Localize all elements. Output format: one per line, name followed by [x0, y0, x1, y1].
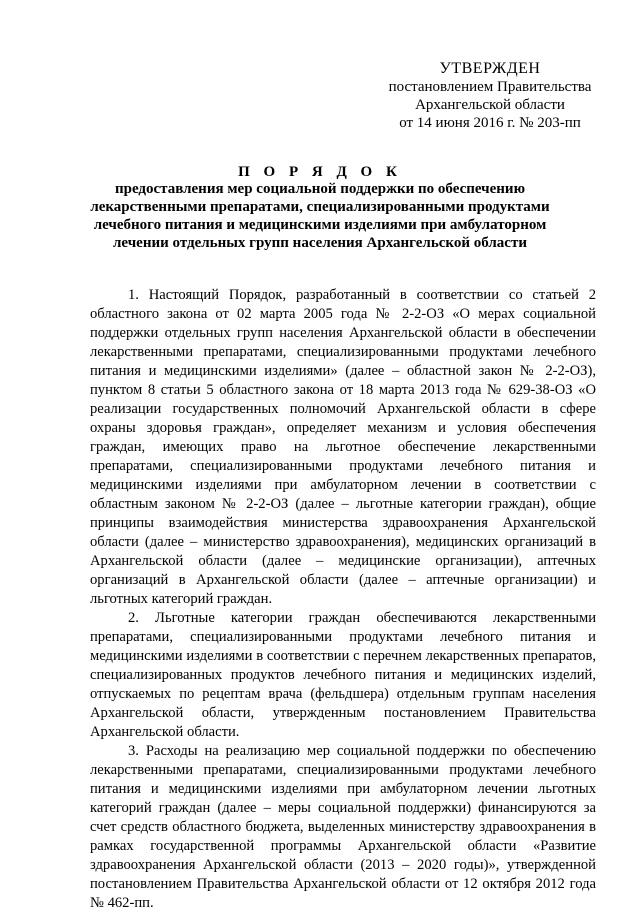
paragraph-3: 3. Расходы на реализацию мер социальной поддержки по обеспечению лекарственными препаратами, специализированными продуктами лечебного питания и медицинскими изделиями при амбулаторном лечении льготных категорий граждан (далее – меры социальной поддержки) финансируются за счет средств областного бюджета, выделенных министерству здравоохранения в рамках государственной программы Архангельской области «Развитие здравоохранения Архангельской области (2013 – 2020 годы)», утвержденной постановлением Правительства Архангельской области от 12 октября 2012 года № 462-пп. [90, 743, 596, 911]
approval-line-3: Архангельской области [415, 97, 565, 113]
subtitle-line-1: предоставления мер социальной поддержки по обеспечению [114, 181, 526, 197]
approval-line-2: постановлением Правительства [388, 79, 592, 95]
approval-date-line: от 14 июня 2016 г. № 203-пп [399, 115, 581, 131]
document-body [90, 286, 596, 913]
subtitle-line-3: лечебного питания и медицинскими изделиями при амбулаторном [93, 217, 547, 233]
approval-stamp [370, 60, 610, 132]
approval-heading: УТВЕРЖДЕН [439, 60, 541, 77]
paragraph-1: 1. Настоящий Порядок, разработанный в соответствии со статьей 2 областного закона от 02 марта 2005 года № 2-2-ОЗ «О мерах социальной поддержки отдельных групп населения Архангельской области в обеспечении лекарственными препаратами, специализированными продуктами лечебного питания и медицинскими изделиями» (далее – областной закон № 2-2-ОЗ), пунктом 8 статьи 5 областного закона от 18 марта 2013 года № 629-38-ОЗ «О реализации государственных полномочий Архангельской области в сфере охраны здоровья граждан», определяет механизм и условия обеспечения граждан, имеющих право на льготное обеспечение лекарственными препаратами, специализированными продуктами лечебного питания и медицинскими изделиями при амбулаторном лечении в соответствии с областным законом № 2-2-ОЗ (далее – льготные категории граждан), общие принципы взаимодействия министерства здравоохранения Архангельской области (далее – министерство здравоохранения), медицинских организаций в Архангельской области (далее – медицинские организации), аптечных организаций в Архангельской области (далее – аптечные организации) и льготных категорий граждан. [90, 287, 596, 607]
subtitle-line-2: лекарственными препаратами, специализированными продуктами [90, 199, 550, 215]
document-subtitle [80, 180, 560, 252]
paragraph-2: 2. Льготные категории граждан обеспечиваются лекарственными препаратами, специализированными продуктами лечебного питания и медицинскими изделиями в соответствии с перечнем лекарственных препаратов, специализированных продуктов лечебного питания и медицинских изделий, отпускаемых по рецептам врача (фельдшера) отдельным группам населения Архангельской области, утвержденным постановлением Правительства Архангельской области. [90, 610, 596, 740]
document-title: П О Р Я Д О К [238, 164, 402, 180]
subtitle-line-4: лечении отдельных групп населения Архангельской области [113, 235, 527, 251]
